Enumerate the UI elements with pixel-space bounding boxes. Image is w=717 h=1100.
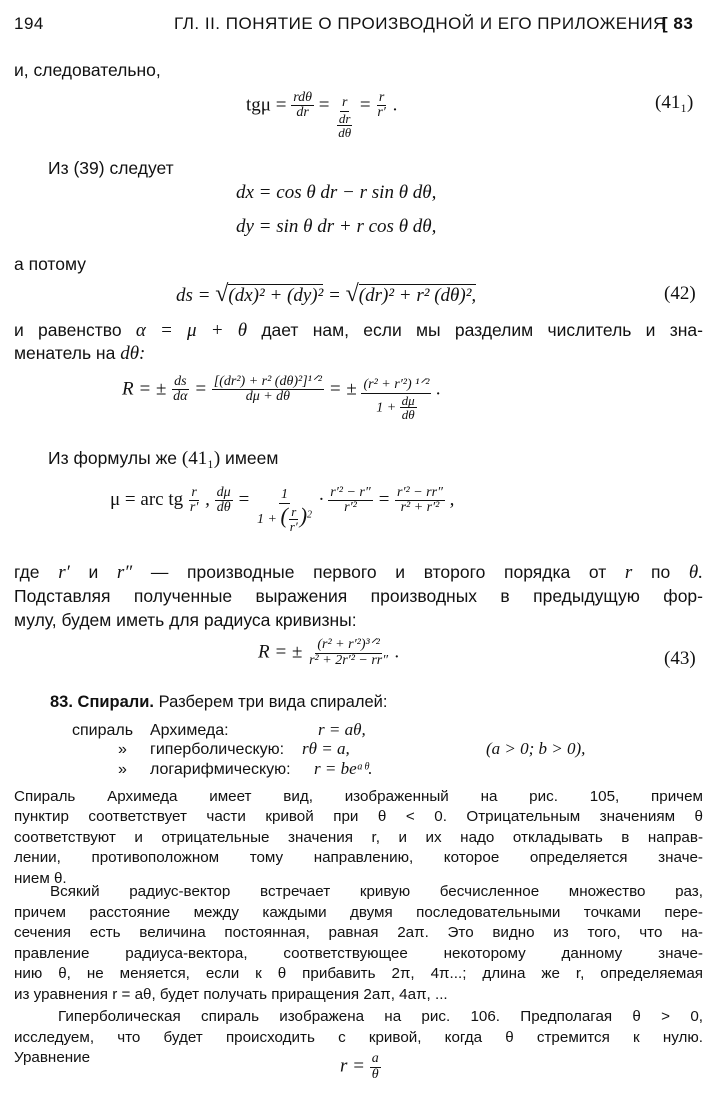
numerator: r′² − r″ bbox=[330, 484, 371, 500]
section-number: 83. bbox=[50, 693, 73, 711]
numerator: [(dr²) + r² (dθ)²]¹ᐟ² bbox=[213, 373, 322, 389]
spiral-name: логарифмическую: bbox=[150, 761, 291, 778]
fraction bbox=[212, 375, 324, 405]
denominator: θ bbox=[371, 1066, 379, 1082]
denominator: dr bbox=[296, 105, 309, 121]
eq-lhs: R = ± bbox=[122, 378, 167, 400]
paragraph-line: Гиперболическая спираль изображена на рис. 106. Предполагая θ > 0, bbox=[58, 1008, 703, 1025]
text-span: и равенство bbox=[14, 320, 122, 340]
justified-line: Подставляя полученные выражения производных в предыдущую фор- bbox=[14, 586, 703, 606]
paragraph-radius-vector bbox=[14, 882, 703, 1006]
numerator: rdθ bbox=[293, 89, 312, 105]
fraction bbox=[334, 96, 355, 140]
paragraph-line: правление радиуса-вектора, соответствующее некоторому данному значе- bbox=[14, 944, 703, 962]
text-span: Из формулы же bbox=[48, 448, 178, 468]
text-line: а потому bbox=[14, 254, 86, 274]
equation-label: (42) bbox=[664, 283, 696, 304]
paragraph-line: Уравнение bbox=[14, 1049, 91, 1067]
section-mark: [ 83 bbox=[662, 14, 694, 33]
spiral-prefix: » bbox=[118, 761, 127, 778]
spiral-prefix: спираль bbox=[72, 722, 134, 739]
paren: ( bbox=[280, 502, 288, 528]
equation-hyperbolic bbox=[340, 1052, 381, 1082]
numerator: (r² + r′²) ¹ᐟ² bbox=[363, 377, 430, 392]
paragraph-line: нием θ. bbox=[14, 869, 67, 887]
inline-math: r″ bbox=[116, 562, 133, 583]
denominator: r² + r′² bbox=[400, 500, 440, 516]
denominator: dα bbox=[173, 389, 188, 405]
spiral-name: Архимеда: bbox=[150, 722, 229, 739]
equation-41-1: tgμ = $\frac{\text{rdθ}}{dr}$ = $\frac{r}{\frac{dr}{d\theta}}$ = $\frac{r}{r'}$ . bbox=[246, 89, 398, 141]
eq-lhs: r = bbox=[340, 1055, 365, 1077]
fraction bbox=[215, 486, 233, 516]
text-line bbox=[14, 320, 703, 342]
denominator: dθ bbox=[216, 500, 231, 516]
spiral-prefix: » bbox=[118, 741, 127, 758]
numerator: r bbox=[191, 484, 197, 500]
numerator: r bbox=[378, 89, 385, 105]
fraction bbox=[307, 638, 390, 668]
equation-dy: dy = sin θ dr + r cos θ dθ, bbox=[236, 216, 437, 237]
text-span: по bbox=[651, 562, 671, 582]
equation-dx: dx = cos θ dr − r sin θ dθ, bbox=[236, 182, 437, 203]
text-line bbox=[14, 343, 145, 365]
paragraph-line: лении, противоположном тому направлению, которое определяется значе- bbox=[14, 849, 703, 867]
spiral-conditions: (a > 0; b > 0), bbox=[486, 739, 586, 758]
exponent: 2 bbox=[307, 509, 313, 521]
denominator: r² + 2r′² − rr″ bbox=[309, 652, 389, 668]
denominator-text: 1 + bbox=[376, 400, 397, 416]
equation-42: ds = √(dx)² + (dy)² = √(dr)² + r² (dθ)², bbox=[176, 281, 477, 307]
text-span: — производные первого и второго порядка от bbox=[150, 562, 607, 582]
spiral-formula: r = aθ, bbox=[318, 720, 366, 739]
text-line bbox=[48, 448, 278, 470]
equation-mu: μ = arc tg $\frac{r}{r'}$ , $\frac{d\mu}{d\theta}$ = 1 1 + ( $\frac{r}{r'}$ )$^2$ · $\frac{\text{r′² − r″}}{\text{r′²}}$ = $\frac{\text{r′² − rr″}}{\text{r² + r′²}}$ , bbox=[110, 484, 455, 534]
fraction bbox=[255, 488, 314, 534]
paragraph-line: Спираль Архимеда имеет вид, изображенный на рис. 105, причем bbox=[14, 788, 703, 805]
text-line bbox=[14, 562, 703, 584]
numerator: r′² − rr″ bbox=[397, 484, 443, 500]
page-number: 194 bbox=[14, 14, 44, 33]
denominator: r′² bbox=[344, 500, 357, 516]
sqrt-sign: √ bbox=[345, 281, 359, 307]
inline-math: r′ bbox=[58, 562, 70, 583]
paren: ) bbox=[299, 502, 308, 528]
denominator: r′ bbox=[289, 518, 298, 534]
equation-label: (43) bbox=[664, 648, 696, 669]
numerator: dμ bbox=[216, 484, 231, 500]
fraction bbox=[328, 486, 372, 516]
text-span: имеем bbox=[225, 448, 279, 468]
fraction bbox=[188, 486, 201, 516]
paragraph-line: нию θ, не меняется, если к θ прибавить 2π, 4π...; длина же r, определяемая bbox=[14, 965, 703, 983]
denominator: r′ bbox=[189, 500, 199, 516]
paragraph-line: исследуем, что будет происходить с кривой, когда θ стремится к нулю. bbox=[14, 1028, 703, 1046]
text-line: Из (39) следует bbox=[48, 158, 174, 178]
section-title: Спирали. bbox=[77, 693, 155, 711]
spiral-name: гиперболическую: bbox=[150, 741, 285, 758]
section-heading bbox=[50, 693, 387, 712]
denominator: dθ bbox=[401, 407, 415, 423]
eq-lhs: tgμ bbox=[246, 94, 271, 116]
inner-fraction bbox=[288, 505, 300, 533]
denominator-text: 1 + bbox=[257, 511, 277, 527]
numerator: dr bbox=[338, 110, 351, 126]
text-line: мулу, будем иметь для радиуса кривизны: bbox=[14, 610, 357, 630]
sqrt-sign: √ bbox=[215, 281, 229, 307]
text-span: где bbox=[14, 562, 40, 582]
inline-math: dθ: bbox=[120, 343, 146, 364]
paragraph-line: Всякий радиус-вектор встречает кривую бесчисленное множество раз, bbox=[50, 883, 703, 900]
inline-math: α = μ + θ bbox=[135, 320, 248, 341]
numerator: 1 bbox=[281, 487, 288, 502]
radicand: (dx)² + (dy)² bbox=[228, 285, 324, 306]
justified-line bbox=[14, 320, 703, 342]
paragraph-line: сечения есть величина постоянная, равная 2aπ. Это видно из того, что на- bbox=[14, 924, 703, 942]
spiral-formula: r = beᵃᶿ. bbox=[314, 759, 373, 778]
inline-math: θ. bbox=[688, 562, 703, 583]
denominator bbox=[255, 504, 314, 534]
equation-reference: (41₁) bbox=[181, 448, 221, 469]
spiral-formula: rθ = a, bbox=[302, 739, 350, 758]
numerator: ds bbox=[174, 373, 187, 389]
denominator: dθ bbox=[338, 125, 352, 141]
fraction bbox=[395, 486, 445, 516]
paragraph-line: причем расстояние между каждыми двумя последовательными точками пере- bbox=[14, 903, 703, 921]
eq-lhs: μ = arc tg bbox=[110, 489, 184, 511]
radicand: (dr)² + r² (dθ)², bbox=[358, 285, 477, 306]
denominator bbox=[374, 394, 418, 422]
equation-43: R = ± $\frac{\text{(r² + r′²)³ᐟ²}}{\text{r² + 2r′² − rr″}}$ . bbox=[258, 637, 400, 668]
justified-line bbox=[14, 562, 703, 584]
numerator: dμ bbox=[401, 392, 415, 408]
equation-label: (41₁) bbox=[655, 92, 694, 113]
text-span: менатель на bbox=[14, 343, 116, 363]
chapter-title: ГЛ. II. ПОНЯТИЕ О ПРОИЗВОДНОЙ И ЕГО ПРИЛОЖЕНИЯ bbox=[174, 14, 666, 33]
paragraph-line: соответствуют и отрицательные значения r, и их надо откладывать в направ- bbox=[14, 828, 703, 846]
fraction bbox=[375, 91, 388, 121]
eq-lhs: ds bbox=[176, 285, 193, 306]
denominator: dμ + dθ bbox=[245, 389, 291, 405]
paragraph-archimedes bbox=[14, 787, 703, 889]
inner-fraction bbox=[336, 112, 353, 140]
eq-lhs: R = ± bbox=[258, 641, 303, 663]
numerator: (r² + r′²)³ᐟ² bbox=[317, 637, 380, 652]
numerator: r bbox=[291, 504, 297, 520]
numerator: r bbox=[341, 95, 348, 110]
inline-math: r bbox=[624, 562, 633, 583]
text-line: и, следовательно, bbox=[14, 60, 161, 80]
denominator: r′ bbox=[377, 105, 386, 121]
fraction bbox=[361, 378, 431, 422]
paragraph-line: из уравнения r = aθ, будет получать приращения 2aπ, 4aπ, ... bbox=[14, 985, 448, 1003]
paragraph-line: пунктир соответствует части кривой при θ < 0. Отрицательным значениям θ bbox=[14, 808, 703, 826]
fraction bbox=[291, 91, 314, 121]
denominator bbox=[334, 112, 355, 140]
numerator: a bbox=[371, 1051, 379, 1066]
inner-fraction bbox=[400, 394, 417, 422]
equation-curvature-radius: R = ± $\frac{ds}{d\alpha}$ = $\frac{\text{[(dr²) + r² (dθ)²]¹ᐟ²}}{d\mu + d\theta}$ = ± (r² + r′²) ¹ᐟ² 1 + $\frac{d\mu}{d\theta}$ . bbox=[122, 373, 441, 423]
section-intro: Разберем три вида спиралей: bbox=[158, 693, 388, 711]
fraction bbox=[171, 375, 189, 405]
text-line bbox=[14, 586, 703, 607]
fraction bbox=[370, 1052, 381, 1082]
text-span: и bbox=[88, 562, 99, 582]
text-span: дает нам, если мы разделим числитель и зна- bbox=[261, 320, 703, 340]
